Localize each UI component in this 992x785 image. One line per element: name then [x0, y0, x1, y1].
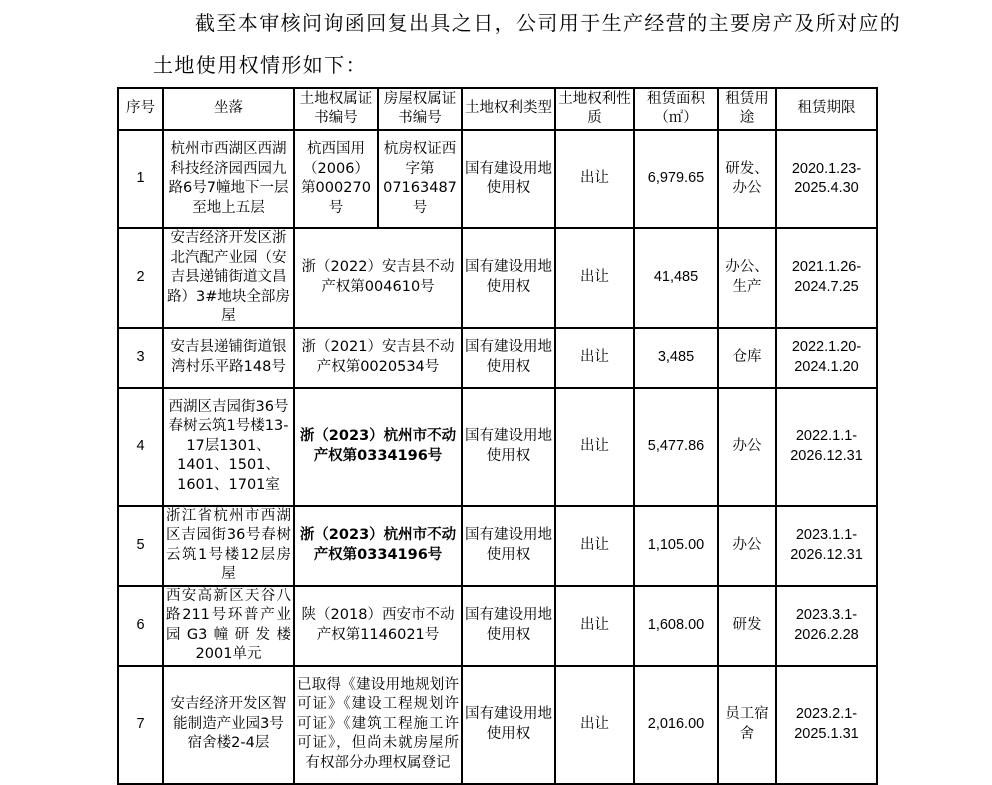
header-right-type: 土地权利类型: [462, 88, 555, 130]
cell-no: 1: [118, 130, 163, 228]
cell-cert: 浙（2021）安吉县不动产权第0020534号: [294, 328, 462, 388]
header-land-cert: 土地权属证书编号: [294, 88, 378, 130]
cell-use: 研发: [718, 586, 776, 666]
cell-no: 7: [118, 666, 163, 784]
cell-area: 3,485: [634, 328, 718, 388]
table-row: [118, 130, 877, 228]
cell-area: 2,016.00: [634, 666, 718, 784]
cell-house-cert: 杭房权证西字第07163487号: [378, 130, 462, 228]
header-location: 坐落: [163, 88, 294, 130]
cell-cert: 浙（2022）安吉县不动产权第004610号: [294, 228, 462, 328]
cell-area: 1,608.00: [634, 586, 718, 666]
cell-use: 办公: [718, 506, 776, 586]
cell-right-nature: 出让: [555, 506, 634, 586]
cell-location: 西安高新区天谷八路211号环普产业园G3幢研发楼2001单元: [163, 586, 294, 666]
cell-use: 办公、生产: [718, 228, 776, 328]
cell-cert: 陕（2018）西安市不动产权第1146021号: [294, 586, 462, 666]
table-row: [118, 228, 877, 328]
cell-area: 5,477.86: [634, 388, 718, 506]
cell-use: 仓库: [718, 328, 776, 388]
intro-line-2: 土地使用权情形如下：: [153, 53, 367, 77]
cell-area: 6,979.65: [634, 130, 718, 228]
cell-right-nature: 出让: [555, 666, 634, 784]
cell-right-type: 国有建设用地使用权: [462, 666, 555, 784]
header-right-nature: 土地权利性质: [555, 88, 634, 130]
cell-term: 2021.1.26-2024.7.25: [776, 228, 877, 328]
table-header-row: [118, 88, 877, 130]
cell-location: 浙江省杭州市西湖区吉园街36号春树云筑1号楼12层房屋: [163, 506, 294, 586]
property-table: [117, 87, 878, 785]
cell-location: 安吉经济开发区智能制造产业园3号宿舍楼2-4层: [163, 666, 294, 784]
header-area: 租赁面积（㎡）: [634, 88, 718, 130]
cell-location: 安吉经济开发区浙北汽配产业园（安吉县递铺街道文昌路）3#地块全部房屋: [163, 228, 294, 328]
header-term: 租赁期限: [776, 88, 877, 130]
cell-use: 研发、办公: [718, 130, 776, 228]
cell-cert: 已取得《建设用地规划许可证》《建设工程规划许可证》《建筑工程施工许可证》，但尚未就房屋所有权部分办理权属登记: [294, 666, 462, 784]
cell-area: 41,485: [634, 228, 718, 328]
cell-term: 2022.1.20-2024.1.20: [776, 328, 877, 388]
cell-no: 6: [118, 586, 163, 666]
table-row: [118, 666, 877, 784]
cell-no: 4: [118, 388, 163, 506]
cell-right-nature: 出让: [555, 130, 634, 228]
table-row: [118, 388, 877, 506]
cell-term: 2023.3.1-2026.2.28: [776, 586, 877, 666]
cell-area: 1,105.00: [634, 506, 718, 586]
cell-no: 3: [118, 328, 163, 388]
cell-term: 2023.1.1-2026.12.31: [776, 506, 877, 586]
cell-location: 安吉县递铺街道银湾村乐平路148号: [163, 328, 294, 388]
cell-location: 杭州市西湖区西湖科技经济园西园九路6号7幢地下一层至地上五层: [163, 130, 294, 228]
cell-use: 办公: [718, 388, 776, 506]
cell-no: 5: [118, 506, 163, 586]
cell-right-type: 国有建设用地使用权: [462, 130, 555, 228]
cell-right-nature: 出让: [555, 328, 634, 388]
cell-cert: 浙（2023）杭州市不动产权第0334196号: [294, 506, 462, 586]
header-use: 租赁用途: [718, 88, 776, 130]
header-no: 序号: [118, 88, 163, 130]
cell-location: 西湖区吉园街36号春树云筑1号楼13-17层1301、1401、1501、1601、1701室: [163, 388, 294, 506]
cell-right-nature: 出让: [555, 586, 634, 666]
cell-cert: 浙（2023）杭州市不动产权第0334196号: [294, 388, 462, 506]
cell-right-nature: 出让: [555, 228, 634, 328]
cell-term: 2020.1.23-2025.4.30: [776, 130, 877, 228]
intro-line-1: 截至本审核问询函回复出具之日，公司用于生产经营的主要房产及所对应的: [195, 11, 902, 35]
table-row: [118, 328, 877, 388]
table-row: [118, 506, 877, 586]
cell-land-cert: 杭西国用（2006）第000270号: [294, 130, 378, 228]
cell-no: 2: [118, 228, 163, 328]
cell-right-type: 国有建设用地使用权: [462, 506, 555, 586]
cell-use: 员工宿舍: [718, 666, 776, 784]
cell-right-type: 国有建设用地使用权: [462, 388, 555, 506]
cell-right-type: 国有建设用地使用权: [462, 586, 555, 666]
cell-term: 2023.2.1-2025.1.31: [776, 666, 877, 784]
header-house-cert: 房屋权属证书编号: [378, 88, 462, 130]
cell-right-nature: 出让: [555, 388, 634, 506]
cell-term: 2022.1.1-2026.12.31: [776, 388, 877, 506]
cell-right-type: 国有建设用地使用权: [462, 228, 555, 328]
cell-right-type: 国有建设用地使用权: [462, 328, 555, 388]
table-row: [118, 586, 877, 666]
